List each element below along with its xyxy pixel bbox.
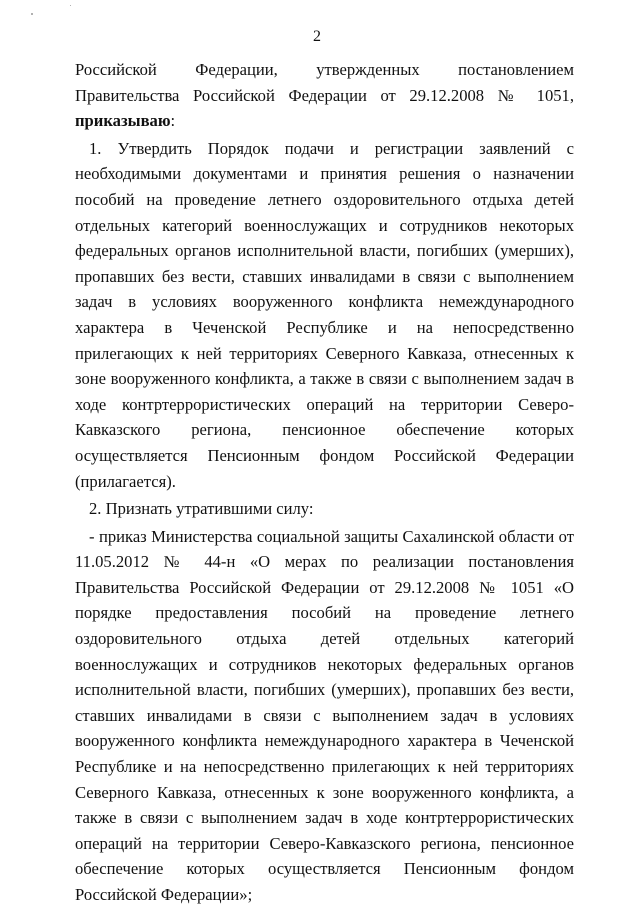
scan-speck [31,13,33,15]
order-keyword: приказываю [75,111,171,131]
paragraph-item-1: 1. Утвердить Порядок подачи и регистрации заявлений с необходимыми документами и принятия решения о назначении пособий на проведение летнего оздоровительного отдыха детей отдельных категорий военнослужащих и сотрудников некоторых федеральных органов исполнительной власти, погибших (умерших), пропавших без вести, ставших инвалидами в связи с выполнением задач в условиях вооруженного конфликта немеждународного характера в Чеченской Республике и на непосредственно прилегающих к ней территориях Северного Кавказа, отнесенных к зоне вооруженного конфликта, а также в связи с выполнением задач в ходе контртеррористических операций на территории Северо-Кавказского региона, пенсионное обеспечение которых осуществляется Пенсионным фондом Российской Федерации (прилагается). [75,138,574,491]
paragraph-intro [75,57,574,134]
intro-tail: : [170,111,176,131]
scan-speck [70,5,71,6]
document-body [75,57,574,908]
intro-text: Российской Федерации, утвержденных постановлением Правительства Российской Федерации от 29.12.2008 № 1051, [75,60,574,105]
page-number: 2 [313,28,321,45]
paragraph-repealed-order: - приказ Министерства социальной защиты Сахалинской области от 11.05.2012 № 44-н «О мерах по реализации постановления Правительства Российской Федерации от 29.12.2008 № 1051 «О порядке предоставления пособий на проведение летнего оздоровительного отдыха детей отдельных категорий военнослужащих и сотрудников некоторых федеральных органов исполнительной власти, погибших (умерших), пропавших без вести, ставших инвалидами в связи с выполнением задач в условиях вооруженного конфликта немеждународного характера в Чеченской Республике и на непосредственно прилегающих к ней территориях Северного Кавказа, отнесенных к зоне вооруженного конфликта, а также в связи с выполнением задач в ходе контртеррористических операций на территории Северо-Кавказского региона, пенсионное обеспечение которых осуществляется Пенсионным фондом Российской Федерации»; [75,526,574,904]
paragraph-item-2: 2. Признать утратившими силу: [89,499,314,519]
